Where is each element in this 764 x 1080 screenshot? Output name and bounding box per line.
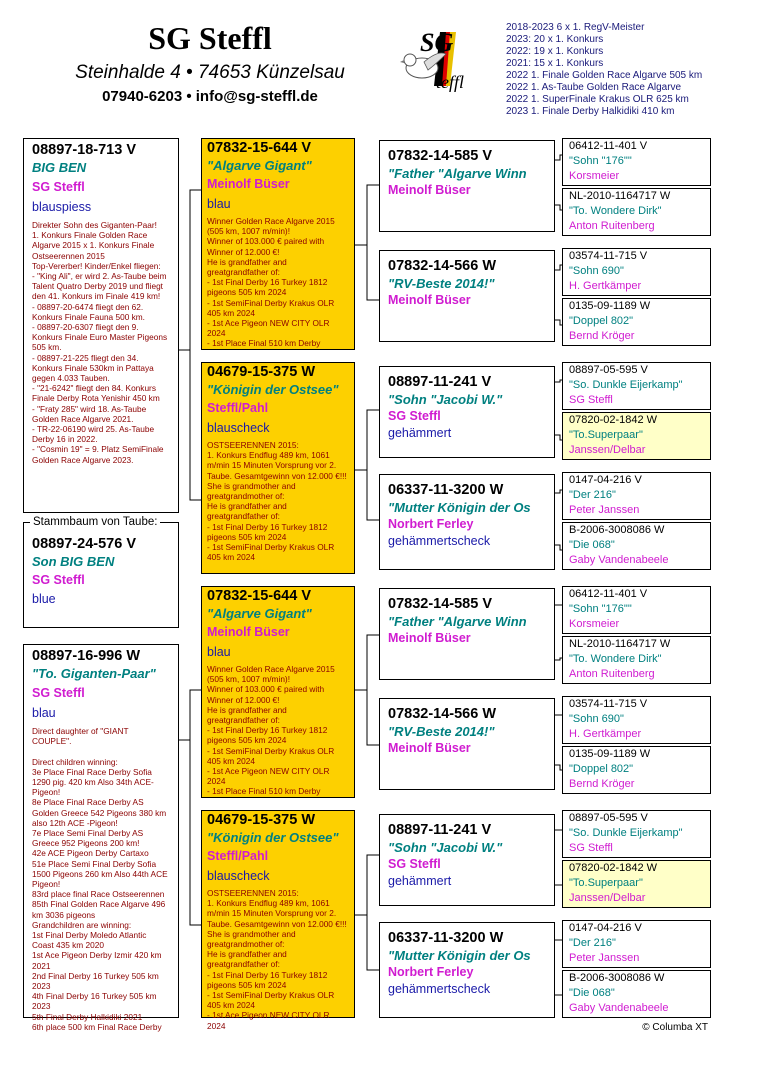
achievement-item: 2018-2023 6 x 1. RegV-Meister: [506, 22, 645, 33]
subject-name: Son BIG BEN: [32, 554, 115, 569]
gen2-name: "Algarve Gigant": [207, 606, 312, 621]
gen4-owner: Bernd Kröger: [569, 778, 635, 790]
gen4-name: "To.Superpaar": [569, 877, 643, 889]
achievement-item: 2023 1. Finale Derby Halkidiki 410 km: [506, 106, 675, 117]
gen4-ring: 07820-02-1842 W: [569, 862, 658, 874]
gen4-name: "Sohn 690": [569, 713, 624, 725]
gen2-owner: Meinolf Büser: [207, 625, 290, 639]
gen3-card: [379, 366, 555, 458]
gen3-name: "Father "Algarve Winn: [388, 166, 527, 181]
achievements-list: [506, 22, 756, 118]
gen3-card: [379, 698, 555, 790]
subject-label: Stammbaum von Taube:: [30, 516, 160, 528]
gen4-name: "Doppel 802": [569, 315, 634, 327]
gen4-card: [562, 746, 711, 794]
gen4-owner: Korsmeier: [569, 170, 620, 182]
footer-credit: © Columba XT: [642, 1022, 708, 1033]
gen4-name: "Sohn 690": [569, 265, 624, 277]
gen3-ring: 07832-14-585 V: [388, 148, 492, 164]
gen2-description: OSTSEERENNEN 2015: 1. Konkurs Endflug 489 km, 1061 m/min 15 Minuten Vorsprung vor 2. Taube. Gesamtgewinn von 12.000 €!!! She is grandmother and greatgrandmother of: He is grandfather and greatgrandfather of: - 1st Final Derby 16 Turkey 1812 pigeons 505 km 2024 - 1st SemiFinal Derby Krakus OLR 405 km 2024: [207, 440, 347, 563]
contact-line: 07940-6203 • info@sg-steffl.de: [102, 88, 318, 105]
gen4-ring: 06412-11-401 V: [569, 140, 648, 152]
gen3-color: gehämmert: [388, 874, 452, 888]
gen2-color: blau: [207, 197, 231, 211]
gen3-name: "Mutter Königin der Os: [388, 948, 531, 963]
gen4-ring: 0135-09-1189 W: [569, 300, 651, 312]
gen2-description: Winner Golden Race Algarve 2015 (505 km, 1007 m/min)! Winner of 103.000 € paired with Winner of 12.000 €! He is grandfather and greatgrandfather of: - 1st Final Derby 16 Turkey 1812 pigeons 505 km 2024 - 1st SemiFinal Derby Krakus OLR 405 km 2024 - 1st Ace Pigeon NEW CITY OLR 2024 - 1st Place Final 510 km Derby: [207, 664, 335, 797]
gen2-ring: 07832-15-644 V: [207, 588, 311, 604]
gen4-card: [562, 362, 711, 410]
gen4-name: "Sohn "176"": [569, 155, 632, 167]
gen4-card: [562, 860, 711, 908]
dam-description: Direct daughter of "GIANT COUPLE". Direct children winning: 3e Place Final Race Derby Sofia 1290 pig. 420 km Also 34th ACE-Pigeon! 8e Place Final Race Derby AS Golden Greece 542 Pigeons 380 km also 12th ACE -Pigeon! 7e Place Semi Final Derby AS Greece 952 Pigeons 200 km! 42e ACE Pigeon Derby Cartaxo 51e Place Semi Final Derby Sofia 1500 Pigeons 260 km Also 44th ACE Pigeon! 83rd place final Race Ostseerennen 85th Final Golden Race Algarve 496 km 3036 pigeons Grandchildren are winning: 1st Final Derby Moledo Atlantic Coast 435 km 2020 1st Ace Pigeon Derby Izmir 420 km 2021 2nd Final Derby 16 Turkey 505 km 2023 4th Final Derby 16 Turkey 505 km 2023 5th Final Derby Halkidiki 2021 6th place 500 km Final Race Derby: [32, 726, 168, 1032]
gen3-ring: 06337-11-3200 W: [388, 482, 504, 498]
gen4-owner: H. Gertkämper: [569, 728, 642, 740]
gen4-owner: SG Steffl: [569, 842, 613, 854]
gen4-ring: 08897-05-595 V: [569, 364, 648, 376]
gen2-name: "Algarve Gigant": [207, 158, 312, 173]
achievement-item: 2022: 19 x 1. Konkurs: [506, 46, 604, 57]
club-logo: [398, 24, 470, 96]
gen3-color: gehämmert: [388, 426, 452, 440]
gen3-name: "Sohn "Jacobi W.": [388, 392, 503, 407]
gen2-owner: Steffl/Pahl: [207, 401, 269, 415]
gen4-card: [562, 412, 711, 460]
achievement-item: 2022 1. SuperFinale Krakus OLR 625 km: [506, 94, 689, 105]
subject-card: [23, 522, 179, 628]
sire-color: blauspiess: [32, 200, 92, 214]
gen4-ring: NL-2010-1164717 W: [569, 638, 671, 650]
gen4-name: "Der 216": [569, 489, 616, 501]
sire-owner: SG Steffl: [32, 180, 85, 194]
gen4-card: [562, 248, 711, 296]
gen2-card: [201, 138, 355, 350]
gen4-owner: Gaby Vandenabeele: [569, 1002, 669, 1014]
gen4-card: [562, 188, 711, 236]
gen3-owner: Meinolf Büser: [388, 183, 471, 197]
gen3-ring: 07832-14-566 W: [388, 706, 497, 722]
gen3-name: "RV-Beste 2014!": [388, 724, 495, 739]
gen4-card: [562, 810, 711, 858]
gen3-card: [379, 588, 555, 680]
gen4-name: "Doppel 802": [569, 763, 634, 775]
sire-name: BIG BEN: [32, 160, 87, 175]
gen4-name: "So. Dunkle Eijerkamp": [569, 827, 683, 839]
gen3-owner: Meinolf Büser: [388, 741, 471, 755]
gen4-ring: 07820-02-1842 W: [569, 414, 658, 426]
gen4-name: "Die 068": [569, 987, 615, 999]
gen4-card: [562, 138, 711, 186]
gen4-name: "To. Wondere Dirk": [569, 653, 662, 665]
gen4-ring: 0135-09-1189 W: [569, 748, 651, 760]
logo-steffl: teffl: [436, 72, 464, 92]
dam-ring: 08897-16-996 W: [32, 648, 141, 664]
gen4-ring: NL-2010-1164717 W: [569, 190, 671, 202]
gen4-owner: Bernd Kröger: [569, 330, 635, 342]
gen2-color: blauscheck: [207, 869, 270, 883]
gen4-card: [562, 636, 711, 684]
gen3-ring: 08897-11-241 V: [388, 822, 492, 838]
gen2-description: Winner Golden Race Algarve 2015 (505 km, 1007 m/min)! Winner of 103.000 € paired with Winner of 12.000 €! He is grandfather and greatgrandfather of: - 1st Final Derby 16 Turkey 1812 pigeons 505 km 2024 - 1st SemiFinal Derby Krakus OLR 405 km 2024 - 1st Ace Pigeon NEW CITY OLR 2024 - 1st Place Final 510 km Derby: [207, 216, 335, 349]
gen2-ring: 07832-15-644 V: [207, 140, 311, 156]
subject-color: blue: [32, 592, 56, 606]
gen4-owner: Janssen/Delbar: [569, 444, 646, 456]
achievement-item: 2022 1. As-Taube Golden Race Algarve: [506, 82, 682, 93]
gen4-card: [562, 970, 711, 1018]
gen4-owner: Peter Janssen: [569, 952, 640, 964]
gen3-ring: 07832-14-566 W: [388, 258, 497, 274]
gen4-ring: 03574-11-715 V: [569, 250, 648, 262]
gen4-card: [562, 298, 711, 346]
dam-card: [23, 644, 179, 1032]
gen2-owner: Steffl/Pahl: [207, 849, 269, 863]
gen4-ring: 03574-11-715 V: [569, 698, 648, 710]
gen2-description: OSTSEERENNEN 2015: 1. Konkurs Endflug 489 km, 1061 m/min 15 Minuten Vorsprung vor 2. Taube. Gesamtgewinn von 12.000 €!!! She is grandmother and greatgrandmother of: He is grandfather and greatgrandfather of: - 1st Final Derby 16 Turkey 1812 pigeons 505 km 2024 - 1st SemiFinal Derby Krakus OLR 405 km 2024 - 1st Ace Pigeon NEW CITY OLR 2024: [207, 888, 347, 1031]
gen2-card: [201, 586, 355, 798]
gen4-owner: H. Gertkämper: [569, 280, 642, 292]
gen3-color: gehämmertscheck: [388, 534, 491, 548]
gen2-card: [201, 362, 355, 574]
gen4-card: [562, 522, 711, 570]
gen4-name: "To. Wondere Dirk": [569, 205, 662, 217]
gen4-card: [562, 586, 711, 634]
gen3-owner: Norbert Ferley: [388, 965, 474, 979]
sire-ring: 08897-18-713 V: [32, 142, 136, 158]
gen4-owner: Anton Ruitenberg: [569, 668, 655, 680]
achievement-item: 2023: 20 x 1. Konkurs: [506, 34, 604, 45]
gen4-name: "So. Dunkle Eijerkamp": [569, 379, 683, 391]
achievement-item: 2022 1. Finale Golden Race Algarve 505 km: [506, 70, 703, 81]
address: Steinhalde 4 • 74653 Künzelsau: [75, 62, 345, 83]
gen4-ring: B-2006-3008086 W: [569, 524, 665, 536]
gen2-owner: Meinolf Büser: [207, 177, 290, 191]
gen4-ring: 08897-05-595 V: [569, 812, 648, 824]
gen3-owner: SG Steffl: [388, 409, 441, 423]
sire-description: Direkter Sohn des Giganten-Paar! 1. Konkurs Finale Golden Race Algarve 2015 x 1. Konkurs Finale Ostseerennen 2015 Top-Vererber! Kinder/Enkel fliegen: - "King Ali", er wird 2. As-Taube beim Talent Quatro Derby 2019 und fliegt den 41. Konkurs im Finale 419 km! - 08897-20-6474 fliegt den 62. Konkurs Finale Fauna 500 km. - 08897-20-6307 fliegt den 9. Konkurs Finale Euro Master Pigeons 505 km. - 08897-21-225 fliegt den 34. Konkurs Finale 530km in Pattaya gegen 4.033 Tauben. - "21-6242" fliegt den 84. Konkurs Finale Derby Rota Yenishir 450 km - "Fraty 285" wird 18. As-Taube Golden Race Algarve 2021. - TR-22-06190 wird 25. As-Taube Derby 16 in 2022. - "Cosmin 19" = 9. Platz SemiFinale Golden Race Algarve 2023.: [32, 220, 168, 465]
gen3-owner: SG Steffl: [388, 857, 441, 871]
gen4-name: "To.Superpaar": [569, 429, 643, 441]
gen3-owner: Norbert Ferley: [388, 517, 474, 531]
gen2-color: blau: [207, 645, 231, 659]
gen4-card: [562, 696, 711, 744]
gen4-card: [562, 472, 711, 520]
logo-letters: SG: [420, 28, 454, 57]
gen4-name: "Der 216": [569, 937, 616, 949]
gen4-ring: 0147-04-216 V: [569, 922, 642, 934]
subject-owner: SG Steffl: [32, 573, 85, 587]
gen2-name: "Königin der Ostsee": [207, 382, 339, 397]
gen4-ring: 06412-11-401 V: [569, 588, 648, 600]
gen3-name: "Father "Algarve Winn: [388, 614, 527, 629]
gen2-card: [201, 810, 355, 1031]
dam-color: blau: [32, 706, 56, 720]
dam-owner: SG Steffl: [32, 686, 85, 700]
gen4-owner: Anton Ruitenberg: [569, 220, 655, 232]
gen3-card: [379, 922, 555, 1018]
gen4-ring: 0147-04-216 V: [569, 474, 642, 486]
gen3-name: "Sohn "Jacobi W.": [388, 840, 503, 855]
sire-card: [23, 138, 179, 513]
gen3-owner: Meinolf Büser: [388, 293, 471, 307]
gen4-owner: Korsmeier: [569, 618, 620, 630]
gen2-color: blauscheck: [207, 421, 270, 435]
gen3-card: [379, 250, 555, 342]
gen4-name: "Die 068": [569, 539, 615, 551]
gen2-name: "Königin der Ostsee": [207, 830, 339, 845]
gen4-owner: Peter Janssen: [569, 504, 640, 516]
dam-name: "To. Giganten-Paar": [32, 666, 156, 681]
gen2-ring: 04679-15-375 W: [207, 812, 316, 828]
gen4-owner: Janssen/Delbar: [569, 892, 646, 904]
gen3-color: gehämmertscheck: [388, 982, 491, 996]
gen3-ring: 08897-11-241 V: [388, 374, 492, 390]
gen4-card: [562, 920, 711, 968]
gen3-card: [379, 474, 555, 570]
gen3-card: [379, 814, 555, 906]
gen3-card: [379, 140, 555, 232]
gen4-ring: B-2006-3008086 W: [569, 972, 665, 984]
gen3-ring: 07832-14-585 V: [388, 596, 492, 612]
gen4-name: "Sohn "176"": [569, 603, 632, 615]
gen2-ring: 04679-15-375 W: [207, 364, 316, 380]
page-title: SG Steffl: [148, 20, 272, 56]
gen4-owner: Gaby Vandenabeele: [569, 554, 669, 566]
gen3-name: "Mutter Königin der Os: [388, 500, 531, 515]
achievement-item: 2021: 15 x 1. Konkurs: [506, 58, 604, 69]
gen4-owner: SG Steffl: [569, 394, 613, 406]
gen3-owner: Meinolf Büser: [388, 631, 471, 645]
subject-ring: 08897-24-576 V: [32, 536, 136, 552]
gen3-ring: 06337-11-3200 W: [388, 930, 504, 946]
gen3-name: "RV-Beste 2014!": [388, 276, 495, 291]
